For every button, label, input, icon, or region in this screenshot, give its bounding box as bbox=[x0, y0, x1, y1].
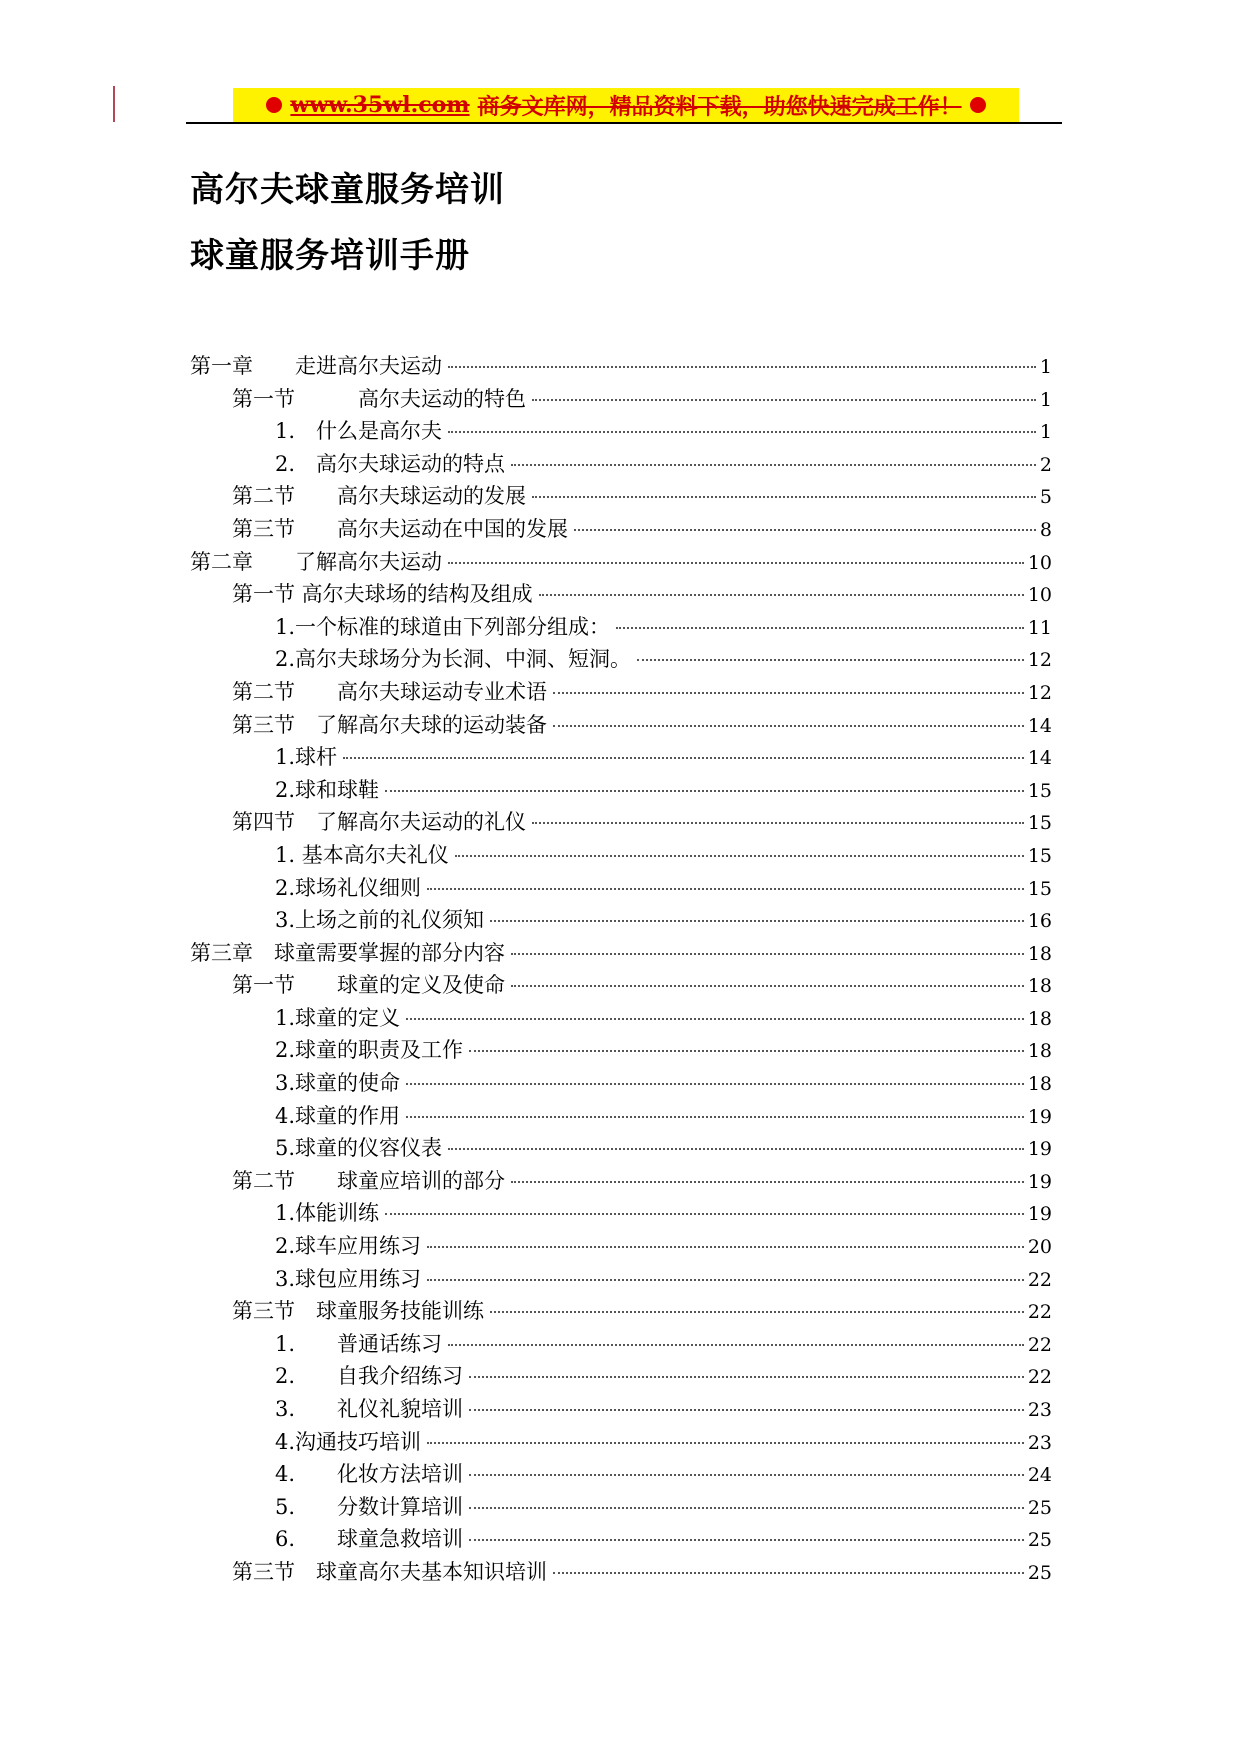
toc-entry-title: 2. 高尔夫球运动的特点 bbox=[275, 451, 506, 476]
dot-leader bbox=[553, 691, 1024, 694]
document-title: 高尔夫球童服务培训 bbox=[190, 170, 505, 210]
toc-entry[interactable] bbox=[190, 611, 1052, 644]
dot-leader bbox=[511, 984, 1024, 987]
toc-entry-title: 第二节 高尔夫球运动的发展 bbox=[232, 484, 526, 509]
toc-page-number: 15 bbox=[1027, 844, 1052, 867]
toc-page-number: 23 bbox=[1027, 1399, 1052, 1421]
toc-page-number: 1 bbox=[1039, 421, 1052, 444]
toc-page-number: 19 bbox=[1027, 1138, 1052, 1161]
toc-entry-title: 1. 什么是高尔夫 bbox=[275, 419, 443, 444]
dot-leader bbox=[532, 495, 1036, 498]
dot-leader bbox=[406, 1082, 1024, 1085]
toc-entry-title: 3.上场之前的礼仪须知 bbox=[275, 908, 485, 933]
toc-page-number: 10 bbox=[1027, 551, 1052, 574]
dot-leader bbox=[637, 658, 1024, 661]
dot-leader bbox=[469, 1538, 1024, 1541]
toc-entry[interactable] bbox=[190, 839, 1052, 872]
toc-entry[interactable] bbox=[190, 1523, 1052, 1556]
toc-page-number: 23 bbox=[1027, 1431, 1052, 1454]
toc-entry-title: 第一节 高尔夫运动的特色 bbox=[232, 386, 526, 411]
toc-entry[interactable] bbox=[190, 1426, 1052, 1459]
toc-page-number: 15 bbox=[1027, 779, 1052, 802]
dot-leader bbox=[455, 854, 1024, 857]
toc-entry-title: 2.球和球鞋 bbox=[275, 777, 380, 802]
toc-page-number: 10 bbox=[1027, 584, 1052, 607]
toc-entry[interactable] bbox=[190, 1230, 1052, 1263]
toc-page-number: 12 bbox=[1027, 649, 1052, 672]
header-divider bbox=[186, 122, 1062, 124]
toc-page-number: 19 bbox=[1027, 1105, 1052, 1128]
toc-entry-title: 第三节 高尔夫运动在中国的发展 bbox=[232, 516, 568, 541]
toc-entry[interactable] bbox=[190, 676, 1052, 709]
toc-entry[interactable] bbox=[190, 1197, 1052, 1230]
toc-page-number: 24 bbox=[1027, 1464, 1052, 1487]
header-tagline: 商务文库网，精品资料下载，助您快速完成工作！ bbox=[477, 93, 962, 120]
toc-page-number: 25 bbox=[1027, 1529, 1052, 1552]
toc-entry-title: 第三节 球童高尔夫基本知识培训 bbox=[232, 1559, 547, 1584]
toc-entry[interactable] bbox=[190, 480, 1052, 513]
toc-page-number: 2 bbox=[1039, 453, 1052, 476]
toc-page-number: 25 bbox=[1027, 1561, 1052, 1584]
toc-page-number: 25 bbox=[1027, 1496, 1052, 1519]
toc-page-number: 18 bbox=[1027, 1040, 1052, 1063]
dot-leader bbox=[511, 1180, 1024, 1183]
toc-entry[interactable] bbox=[190, 1556, 1052, 1589]
toc-page-number: 11 bbox=[1027, 616, 1052, 639]
toc-entry-title: 2.球场礼仪细则 bbox=[275, 875, 422, 900]
dot-leader bbox=[448, 430, 1036, 433]
dot-leader bbox=[511, 952, 1024, 955]
toc-page-number: 20 bbox=[1027, 1236, 1052, 1259]
header-banner bbox=[233, 88, 1019, 122]
dot-leader bbox=[385, 789, 1024, 792]
toc-entry[interactable] bbox=[190, 1295, 1052, 1328]
dot-leader bbox=[490, 1310, 1024, 1313]
toc-page-number: 12 bbox=[1027, 681, 1052, 704]
toc-page-number: 18 bbox=[1027, 942, 1052, 965]
toc-entry[interactable] bbox=[190, 1100, 1052, 1133]
toc-entry-title: 2.球车应用练习 bbox=[275, 1234, 422, 1259]
toc-entry-title: 第二节 高尔夫球运动专业术语 bbox=[232, 679, 547, 704]
dot-leader bbox=[448, 365, 1036, 368]
toc-entry-title: 1.一个标准的球道由下列部分组成： bbox=[275, 614, 611, 639]
toc-entry-title: 第三章 球童需要掌握的部分内容 bbox=[190, 940, 505, 965]
toc-entry[interactable] bbox=[190, 643, 1052, 676]
toc-page-number: 5 bbox=[1039, 486, 1052, 509]
dot-leader bbox=[406, 1115, 1024, 1118]
toc-entry[interactable] bbox=[190, 1165, 1052, 1198]
toc-entry-title: 3.球童的使命 bbox=[275, 1071, 401, 1096]
toc-page-number: 19 bbox=[1027, 1170, 1052, 1193]
toc-entry[interactable] bbox=[190, 774, 1052, 807]
dot-leader bbox=[574, 528, 1036, 531]
toc-entry[interactable] bbox=[190, 415, 1052, 448]
dot-leader bbox=[511, 463, 1036, 466]
dot-leader bbox=[539, 593, 1024, 596]
toc-entry[interactable] bbox=[190, 741, 1052, 774]
toc-entry-title: 1. 普通话练习 bbox=[275, 1331, 443, 1356]
dot-leader bbox=[532, 821, 1024, 824]
dot-leader bbox=[490, 919, 1024, 922]
dot-leader bbox=[469, 1473, 1024, 1476]
toc-entry[interactable] bbox=[190, 1067, 1052, 1100]
toc-entry[interactable] bbox=[190, 1002, 1052, 1035]
toc-entry-title: 3. 礼仪礼貌培训 bbox=[275, 1397, 464, 1421]
toc-entry-title: 2. 自我介绍练习 bbox=[275, 1364, 464, 1389]
toc-page-number: 15 bbox=[1027, 877, 1052, 900]
toc-entry-title: 第四节 了解高尔夫运动的礼仪 bbox=[232, 810, 526, 835]
dot-leader bbox=[553, 724, 1024, 727]
dot-leader bbox=[469, 1049, 1024, 1052]
dot-leader bbox=[448, 1343, 1024, 1346]
toc-page-number: 18 bbox=[1027, 1073, 1052, 1096]
toc-entry[interactable] bbox=[190, 513, 1052, 546]
header-url[interactable]: www.35wl.com bbox=[290, 92, 470, 118]
toc-page-number: 22 bbox=[1027, 1268, 1052, 1291]
toc-entry[interactable] bbox=[190, 872, 1052, 905]
toc-entry-title: 5. 分数计算培训 bbox=[275, 1494, 464, 1519]
toc-entry-title: 2.高尔夫球场分为长洞、中洞、短洞。 bbox=[275, 647, 632, 672]
toc-entry[interactable] bbox=[190, 806, 1052, 839]
toc-entry[interactable] bbox=[190, 1393, 1052, 1426]
toc-page-number: 14 bbox=[1027, 714, 1052, 737]
toc-entry-title: 1.体能训练 bbox=[275, 1201, 380, 1226]
dot-leader bbox=[448, 561, 1024, 564]
toc-entry[interactable] bbox=[190, 904, 1052, 937]
dot-leader bbox=[427, 1245, 1024, 1248]
dot-leader bbox=[427, 1441, 1024, 1444]
toc-entry[interactable] bbox=[190, 1458, 1052, 1491]
toc-entry-title: 1.球杆 bbox=[275, 745, 338, 770]
bullet-icon bbox=[266, 97, 282, 113]
toc-entry-title: 1.球童的定义 bbox=[275, 1005, 401, 1030]
toc-entry[interactable] bbox=[190, 1328, 1052, 1361]
toc-entry-title: 4.球童的作用 bbox=[275, 1103, 401, 1128]
toc-page-number: 18 bbox=[1027, 975, 1052, 998]
dot-leader bbox=[469, 1375, 1024, 1378]
toc-entry[interactable] bbox=[190, 1263, 1052, 1296]
dot-leader bbox=[385, 1212, 1024, 1215]
toc-entry-title: 3.球包应用练习 bbox=[275, 1266, 422, 1291]
toc-page-number: 16 bbox=[1027, 910, 1052, 933]
toc-entry-title: 第三节 了解高尔夫球的运动装备 bbox=[232, 712, 547, 737]
toc-entry[interactable] bbox=[190, 937, 1052, 970]
toc-entry[interactable] bbox=[190, 578, 1052, 611]
toc-entry[interactable] bbox=[190, 709, 1052, 742]
dot-leader bbox=[406, 1017, 1024, 1020]
toc-entry-title: 2.球童的职责及工作 bbox=[275, 1038, 464, 1063]
toc-entry[interactable] bbox=[190, 1132, 1052, 1165]
toc-entry-title: 第一章 走进高尔夫运动 bbox=[190, 354, 442, 378]
table-of-contents bbox=[190, 350, 1052, 1589]
dot-leader bbox=[553, 1571, 1024, 1574]
document-subtitle: 球童服务培训手册 bbox=[190, 236, 470, 276]
toc-entry[interactable] bbox=[190, 546, 1052, 579]
toc-entry[interactable] bbox=[190, 350, 1052, 383]
toc-entry-title: 1. 基本高尔夫礼仪 bbox=[275, 842, 449, 867]
toc-entry[interactable] bbox=[190, 448, 1052, 481]
dot-leader bbox=[469, 1408, 1024, 1411]
toc-page-number: 8 bbox=[1039, 518, 1052, 541]
dot-leader bbox=[469, 1506, 1024, 1509]
toc-entry[interactable] bbox=[190, 969, 1052, 1002]
toc-entry-title: 5.球童的仪容仪表 bbox=[275, 1136, 443, 1161]
toc-entry[interactable] bbox=[190, 1491, 1052, 1524]
toc-entry-title: 6. 球童急救培训 bbox=[275, 1527, 464, 1552]
bullet-icon bbox=[970, 97, 986, 113]
dot-leader bbox=[427, 887, 1024, 890]
toc-entry[interactable] bbox=[190, 383, 1052, 416]
toc-entry-title: 第二章 了解高尔夫运动 bbox=[190, 549, 442, 574]
toc-page-number: 22 bbox=[1027, 1366, 1052, 1389]
toc-entry[interactable] bbox=[190, 1034, 1052, 1067]
toc-entry-title: 第一节 高尔夫球场的结构及组成 bbox=[232, 582, 533, 607]
toc-entry[interactable] bbox=[190, 1360, 1052, 1393]
toc-page-number: 22 bbox=[1027, 1333, 1052, 1356]
toc-entry-title: 第二节 球童应培训的部分 bbox=[232, 1168, 505, 1193]
margin-change-bar bbox=[113, 86, 115, 122]
toc-entry-title: 4. 化妆方法培训 bbox=[275, 1462, 464, 1487]
dot-leader bbox=[616, 626, 1024, 629]
toc-entry-title: 4.沟通技巧培训 bbox=[275, 1429, 422, 1454]
dot-leader bbox=[532, 398, 1036, 401]
toc-page-number: 15 bbox=[1027, 812, 1052, 835]
toc-page-number: 19 bbox=[1027, 1203, 1052, 1226]
toc-entry-title: 第三节 球童服务技能训练 bbox=[232, 1299, 484, 1324]
toc-entry-title: 第一节 球童的定义及使命 bbox=[232, 973, 505, 998]
toc-page-number: 1 bbox=[1039, 388, 1052, 411]
toc-page-number: 14 bbox=[1027, 747, 1052, 770]
dot-leader bbox=[343, 756, 1024, 759]
toc-page-number: 1 bbox=[1039, 356, 1052, 378]
dot-leader bbox=[427, 1278, 1024, 1281]
toc-page-number: 22 bbox=[1027, 1301, 1052, 1324]
dot-leader bbox=[448, 1147, 1024, 1150]
toc-page-number: 18 bbox=[1027, 1007, 1052, 1030]
